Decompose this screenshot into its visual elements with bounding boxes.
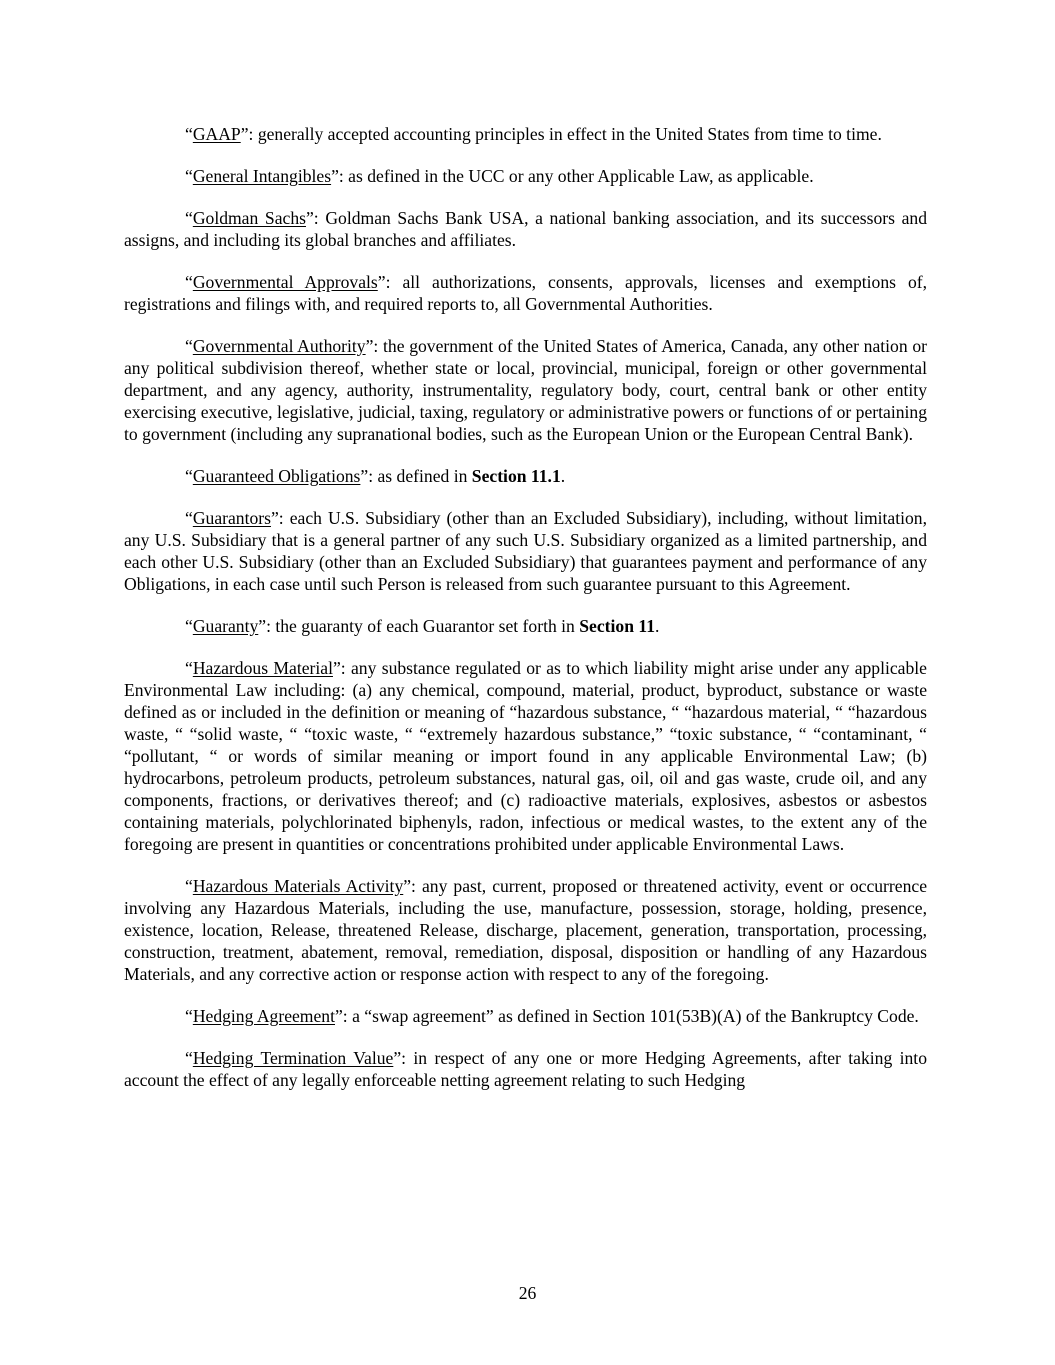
defined-term: Guaranteed Obligations — [192, 466, 361, 486]
definition-text: ”: the guaranty of each Guarantor set forth in — [258, 616, 580, 636]
definition-gaap — [124, 123, 927, 145]
definition-guaranteed-obligations — [124, 465, 927, 487]
definition-hedging-agreement — [124, 1005, 927, 1027]
definition-text: ”: Goldman Sachs Bank USA, a national banking association, and its successors and assigns, and including its global branches and affiliates. — [124, 208, 927, 250]
definition-tail: . — [655, 616, 660, 636]
open-quote: “ — [185, 876, 193, 896]
open-quote: “ — [185, 616, 193, 636]
definition-text: ”: as defined in the UCC or any other Applicable Law, as applicable. — [331, 166, 814, 186]
defined-term: GAAP — [192, 124, 241, 144]
definition-hedging-termination-value — [124, 1047, 927, 1091]
definition-text: ”: the government of the United States of America, Canada, any other nation or any political subdivision thereof, whether state or local, provincial, municipal, foreign or other governmental department, and any agency, authority, instrumentality, regulatory body, court, central bank or other entity exercising executive, legislative, judicial, taxing, regulatory or administrative powers or functions of or pertaining to government (including any supranational bodies, such as the European Union or the European Central Bank). — [124, 336, 928, 444]
defined-term: Governmental Approvals — [192, 272, 378, 292]
open-quote: “ — [185, 466, 193, 486]
defined-term: Hedging Termination Value — [192, 1048, 394, 1068]
open-quote: “ — [185, 166, 193, 186]
definition-governmental-authority — [124, 335, 927, 445]
defined-term: Hedging Agreement — [192, 1006, 335, 1026]
definition-text: ”: as defined in — [360, 466, 472, 486]
open-quote: “ — [185, 658, 193, 678]
defined-term: General Intangibles — [192, 166, 332, 186]
defined-term: Governmental Authority — [192, 336, 366, 356]
definition-hazardous-materials-activity — [124, 875, 927, 985]
open-quote: “ — [185, 336, 193, 356]
section-reference: Section 11.1 — [471, 466, 561, 486]
open-quote: “ — [185, 208, 193, 228]
definition-guarantors — [124, 507, 927, 595]
definition-tail: . — [560, 466, 566, 486]
open-quote: “ — [185, 508, 193, 528]
definition-text: ”: in respect of any one or more Hedging Agreements, after taking into account the effect of any legally enforceable netting agreement relating to such Hedging — [124, 1048, 927, 1090]
defined-term: Hazardous Materials Activity — [192, 876, 404, 896]
definition-text: ”: any substance regulated or as to which liability might arise under any applicable Environmental Law including: (a) any chemical, compound, material, product, byproduct, substance or waste defined as or included in the definition or meaning of “hazardous substance, “ “hazardous material, “ “hazardous waste, “ “solid waste, “ “toxic waste, “ “extremely hazardous substance,” “toxic substance, “ “contaminant, “ “pollutant, “ or words of similar meaning or import found in any applicable Environmental Law; (b) hydrocarbons, petroleum products, petroleum substances, natural gas, oil, oil and gas waste, crude oil, and any components, fractions, or derivatives thereof; and (c) radioactive materials, explosives, asbestos or asbestos containing materials, polychlorinated biphenyls, radon, infectious or medical wastes, to the extent any of the foregoing are present in quantities or concentrations prohibited under applicable Environmental Laws. — [124, 658, 927, 854]
definition-goldman-sachs — [124, 207, 927, 251]
open-quote: “ — [185, 272, 193, 292]
open-quote: “ — [185, 1048, 193, 1068]
defined-term: Hazardous Material — [192, 658, 333, 678]
definition-text: ”: all authorizations, consents, approvals, licenses and exemptions of, registrations and filings with, and required reports to, all Governmental Authorities. — [124, 272, 927, 314]
open-quote: “ — [185, 124, 193, 144]
definition-text: ”: each U.S. Subsidiary (other than an Excluded Subsidiary), including, without limitation, any U.S. Subsidiary that is a general partner of any such U.S. Subsidiary organized as a limited partnership, and each other U.S. Subsidiary (other than an Excluded Subsidiary) that guarantees payment and performance of any Obligations, in each case until such Person is released from such guarantee pursuant to this Agreement. — [124, 508, 927, 594]
defined-term: Guarantors — [192, 508, 271, 528]
definition-text: ”: any past, current, proposed or threatened activity, event or occurrence involving any Hazardous Materials, including the use, manufacture, possession, storage, holding, presence, existence, location, Release, threatened Release, discharge, placement, generation, transportation, processing, construction, treatment, abatement, removal, remediation, disposal, disposition or handling of any Hazardous Materials, and any corrective action or response action with respect to any of the foregoing. — [124, 876, 928, 984]
definition-hazardous-material — [124, 657, 927, 855]
definitions-section — [124, 123, 927, 1111]
definition-governmental-approvals — [124, 271, 927, 315]
page-number: 26 — [518, 1283, 537, 1303]
section-reference: Section 11 — [579, 616, 656, 636]
definition-text: ”: generally accepted accounting principles in effect in the United States from time to time. — [240, 124, 882, 144]
definition-general-intangibles — [124, 165, 927, 187]
definition-text: ”: a “swap agreement” as defined in Section 101(53B)(A) of the Bankruptcy Code. — [335, 1006, 919, 1026]
defined-term: Guaranty — [192, 616, 259, 636]
definition-guaranty — [124, 615, 927, 637]
open-quote: “ — [185, 1006, 193, 1026]
defined-term: Goldman Sachs — [192, 208, 306, 228]
